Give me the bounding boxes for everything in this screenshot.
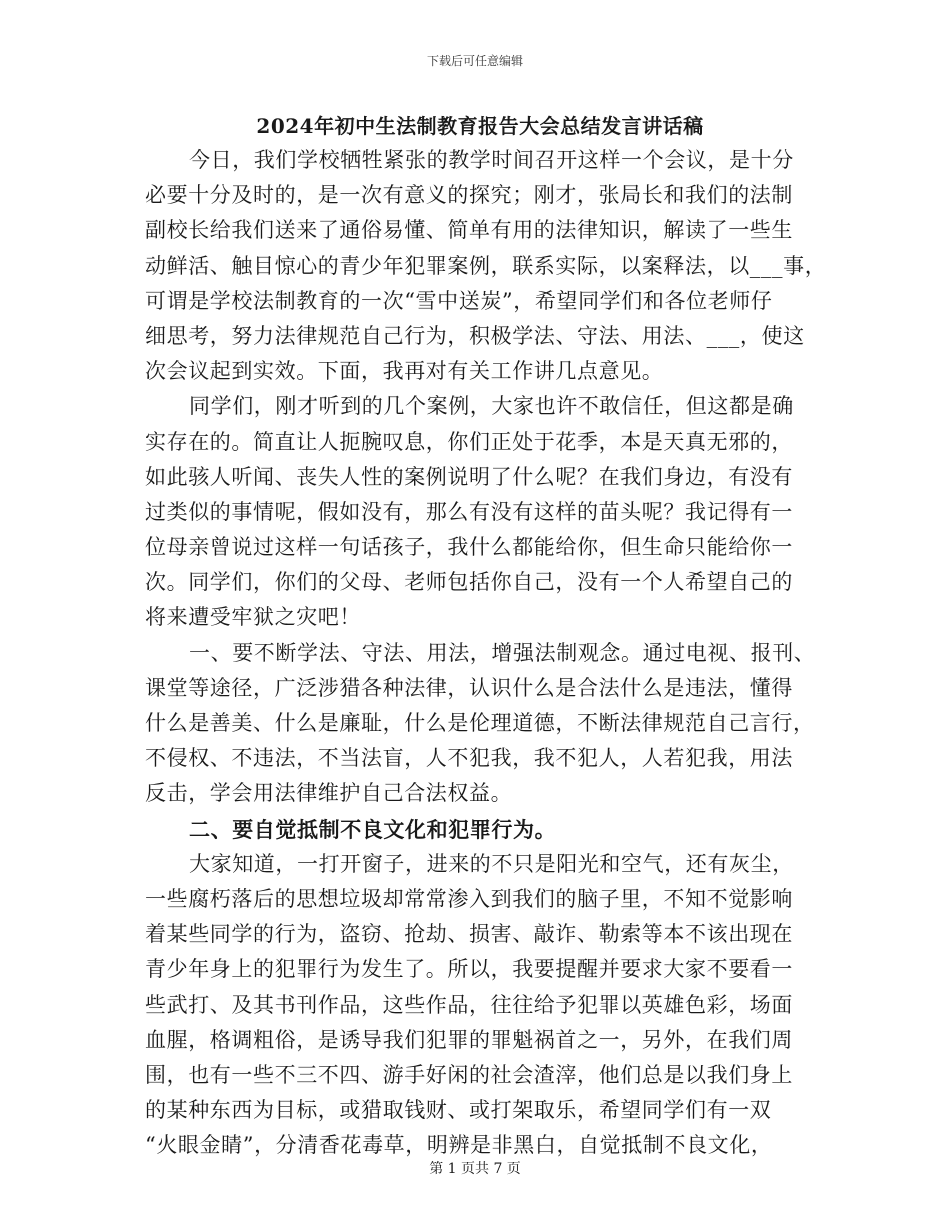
paragraph-line: 课堂等途径，广泛涉猎各种法律，认识什么是合法什么是违法，懂得: [145, 675, 793, 700]
paragraph-line: 可谓是学校法制教育的一次“雪中送炭”，希望同学们和各位老师仔: [145, 288, 773, 313]
paragraph-line: 血腥，格调粗俗，是诱导我们犯罪的罪魁祸首之一，另外，在我们周: [145, 1027, 793, 1052]
paragraph-line: 青少年身上的犯罪行为发生了。所以，我要提醒并要求大家不要看一: [145, 957, 793, 982]
paragraph-line: 次会议起到实效。下面，我再对有关工作讲几点意见。: [145, 359, 664, 384]
paragraph-line: 些武打、及其书刊作品，这些作品，往往给予犯罪以英雄色彩，场面: [145, 992, 793, 1017]
paragraph-line: 什么是善美、什么是廉耻，什么是伦理道德，不断法律规范自己言行，: [145, 711, 815, 735]
paragraph-line: 副校长给我们送来了通俗易懂、简单有用的法律知识，解读了一些生: [145, 218, 793, 243]
paragraph-line: 大家知道，一打开窗子，进来的不只是阳光和空气，还有灰尘，: [189, 851, 794, 876]
paragraph-line: 将来遭受牢狱之灾吧！: [145, 605, 361, 630]
paragraph-line: 位母亲曾说过这样一句话孩子，我什么都能给你，但生命只能给你一: [145, 535, 793, 560]
paragraph-line: “火眼金睛”，分清香花毒草，明辨是非黑白，自觉抵制不良文化，: [145, 1133, 773, 1158]
paragraph-line: 过类似的事情呢，假如没有，那么有没有这样的苗头呢？我记得有一: [145, 499, 793, 524]
paragraph-line: 动鲜活、触目惊心的青少年犯罪案例，联系实际，以案释法，以___事，: [145, 253, 827, 278]
document-title: 2024年初中生法制教育报告大会总结发言讲话稿: [256, 114, 704, 138]
paragraph-line: 实存在的。简直让人扼腕叹息，你们正处于花季，本是天真无邪的，: [145, 429, 793, 454]
paragraph-line: 反击，学会用法律维护自己合法权益。: [145, 781, 513, 806]
paragraph-line: 同学们，刚才听到的几个案例，大家也许不敢信任，但这都是确: [189, 394, 794, 419]
paragraph-line: 如此骇人听闻、丧失人性的案例说明了什么呢？在我们身边，有没有: [145, 464, 793, 489]
paragraph-line: 一些腐朽落后的思想垃圾却常常渗入到我们的脑子里，不知不觉影响: [145, 886, 793, 911]
paragraph-line: 的某种东西为目标，或猎取钱财、或打架取乐，希望同学们有一双: [145, 1098, 772, 1123]
paragraph-line: 细思考，努力法律规范自己行为，积极学法、守法、用法、___，使这: [145, 323, 805, 348]
paragraph-line: 围，也有一些不三不四、游手好闲的社会渣滓，他们总是以我们身上: [145, 1062, 793, 1087]
paragraph-line: 次。同学们，你们的父母、老师包括你自己，没有一个人希望自己的: [145, 570, 793, 595]
paragraph-line: 不侵权、不违法，不当法盲，人不犯我，我不犯人，人若犯我，用法: [145, 746, 793, 771]
section-heading: 二、要自觉抵制不良文化和犯罪行为。: [189, 816, 557, 842]
paragraph-line: 着某些同学的行为，盗窃、抢劫、损害、敲诈、勒索等本不该出现在: [145, 922, 793, 947]
paragraph-line: 一、要不断学法、守法、用法，增强法制观念。通过电视、报刊、: [189, 640, 816, 665]
header-note: 下载后可任意编辑: [426, 54, 523, 68]
paragraph-line: 必要十分及时的，是一次有意义的探究；刚才，张局长和我们的法制: [145, 183, 793, 208]
page-footer: 第 1 页共 7 页: [429, 1161, 521, 1177]
document-body: [145, 143, 827, 1163]
paragraph-line: 今日，我们学校牺牲紧张的教学时间召开这样一个会议，是十分: [189, 148, 794, 172]
